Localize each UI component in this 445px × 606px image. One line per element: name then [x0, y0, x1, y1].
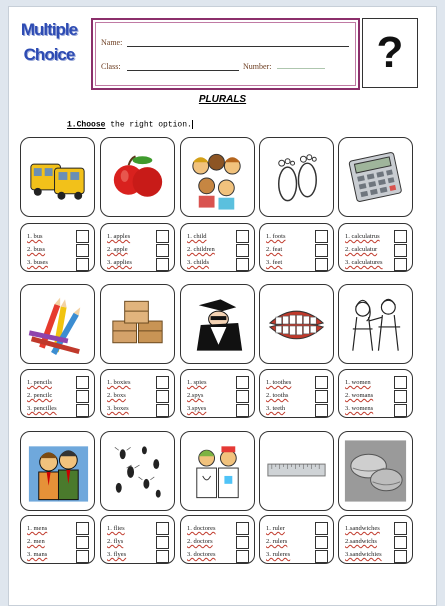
- checkbox-column: [156, 522, 168, 564]
- checkbox-column: [76, 376, 88, 418]
- checkbox-column: [315, 230, 327, 272]
- checkbox-column: [76, 522, 88, 564]
- option-3: 3. buses: [27, 259, 48, 266]
- answer-checkbox[interactable]: [315, 244, 328, 257]
- answer-options: [266, 376, 291, 415]
- sandwiches-icon: [338, 431, 413, 511]
- checkbox-column: [236, 230, 248, 272]
- option-1: 1. flies: [107, 525, 125, 532]
- answer-checkbox[interactable]: [236, 258, 249, 271]
- answer-checkbox[interactable]: [315, 258, 328, 271]
- flies-icon: [100, 431, 175, 511]
- class-label: Class:: [101, 62, 121, 71]
- checkbox-column: [156, 230, 168, 272]
- answer-options: [187, 522, 216, 561]
- answer-checkbox[interactable]: [394, 522, 407, 535]
- option-2: 2. buss: [27, 246, 46, 253]
- answer-checkbox[interactable]: [394, 536, 407, 549]
- checkbox-column: [394, 230, 406, 272]
- instruction-text: 1.Choose the right option.: [67, 120, 192, 130]
- answer-checkbox[interactable]: [156, 550, 169, 563]
- option-2: 2. womans: [345, 392, 374, 399]
- answer-options: [107, 522, 126, 561]
- answer-card: [180, 369, 255, 418]
- answer-card: [100, 369, 175, 418]
- answer-checkbox[interactable]: [76, 244, 89, 257]
- option-1: 1. calculatrus: [345, 233, 380, 240]
- option-2: 2. children: [187, 246, 215, 253]
- answer-card: [338, 369, 413, 418]
- name-label: Name:: [101, 38, 123, 47]
- name-line[interactable]: [127, 46, 349, 47]
- answer-options: [266, 522, 290, 561]
- section-heading: PLURALS: [198, 94, 247, 105]
- option-3: 3. ruleres: [266, 551, 291, 558]
- option-3: 3. childs: [187, 259, 210, 266]
- option-1: 1. toothes: [266, 379, 292, 386]
- apples-icon: [100, 137, 175, 217]
- answer-card: [338, 223, 413, 272]
- feet-icon: [259, 137, 334, 217]
- answer-checkbox[interactable]: [76, 376, 89, 389]
- answer-checkbox[interactable]: [315, 390, 328, 403]
- boxes-icon: [100, 284, 175, 364]
- answer-options: [27, 376, 57, 415]
- option-2: 2.sandwichs: [345, 538, 377, 545]
- answer-checkbox[interactable]: [156, 244, 169, 257]
- answer-checkbox[interactable]: [156, 258, 169, 271]
- title-line-2: Choice: [23, 45, 75, 64]
- option-3: 3. womens: [345, 405, 374, 412]
- answer-checkbox[interactable]: [236, 376, 249, 389]
- school-bus-icon: [20, 137, 95, 217]
- answer-options: [27, 230, 48, 269]
- option-1: 1.sandwiches: [345, 525, 380, 532]
- option-3: 3. calculatures: [345, 259, 383, 266]
- men-icon: [20, 431, 95, 511]
- option-1: 1. bus: [27, 233, 43, 240]
- answer-checkbox[interactable]: [156, 376, 169, 389]
- option-1: 1. spies: [187, 379, 207, 386]
- answer-card: [259, 369, 334, 418]
- checkbox-column: [394, 522, 406, 564]
- answer-checkbox[interactable]: [76, 550, 89, 563]
- option-3: 3. pencilles: [27, 405, 57, 412]
- answer-card: [100, 223, 175, 272]
- worksheet-title: [14, 17, 84, 67]
- option-1: 1. mens: [27, 525, 48, 532]
- answer-checkbox[interactable]: [394, 230, 407, 243]
- answer-options: [345, 376, 373, 415]
- answer-card: [180, 223, 255, 272]
- answer-checkbox[interactable]: [315, 230, 328, 243]
- answer-options: [266, 230, 286, 269]
- answer-checkbox[interactable]: [76, 522, 89, 535]
- children-icon: [180, 137, 255, 217]
- answer-checkbox[interactable]: [315, 550, 328, 563]
- doctors-icon: [180, 431, 255, 511]
- option-2: 2. rulers: [266, 538, 288, 545]
- answer-checkbox[interactable]: [236, 522, 249, 535]
- question-mark-icon: ?: [362, 18, 418, 88]
- student-info-box: [91, 18, 360, 90]
- answer-checkbox[interactable]: [236, 550, 249, 563]
- checkbox-column: [156, 376, 168, 418]
- option-3: 3. teeth: [266, 405, 286, 412]
- checkbox-column: [315, 376, 327, 418]
- teeth-icon: [259, 284, 334, 364]
- option-3: 3.spyes: [187, 405, 207, 412]
- answer-checkbox[interactable]: [76, 536, 89, 549]
- option-2: 2. pencilc: [27, 392, 53, 399]
- answer-checkbox[interactable]: [394, 376, 407, 389]
- answer-checkbox[interactable]: [236, 244, 249, 257]
- answer-checkbox[interactable]: [236, 230, 249, 243]
- answer-checkbox[interactable]: [394, 258, 407, 271]
- option-1: 1. women: [345, 379, 371, 386]
- pencils-icon: [20, 284, 95, 364]
- option-3: 3. doctores: [187, 551, 216, 558]
- option-3: 3. feet: [266, 259, 283, 266]
- checkbox-column: [76, 230, 88, 272]
- answer-card: [338, 515, 413, 564]
- option-3: 3.sandwichies: [345, 551, 382, 558]
- number-line[interactable]: ........................: [277, 62, 325, 71]
- answer-checkbox[interactable]: [315, 522, 328, 535]
- answer-checkbox[interactable]: [236, 390, 249, 403]
- answer-card: [20, 369, 95, 418]
- option-2: 2. tooths: [266, 392, 289, 399]
- answer-checkbox[interactable]: [315, 404, 328, 417]
- option-1: 1. apples: [107, 233, 131, 240]
- option-3: 3. applies: [107, 259, 132, 266]
- answer-card: [20, 515, 95, 564]
- option-3: 3. boxes: [107, 405, 129, 412]
- answer-checkbox[interactable]: [156, 390, 169, 403]
- answer-checkbox[interactable]: [76, 390, 89, 403]
- answer-checkbox[interactable]: [236, 536, 249, 549]
- answer-card: [180, 515, 255, 564]
- answer-card: [259, 223, 334, 272]
- answer-checkbox[interactable]: [315, 376, 328, 389]
- answer-checkbox[interactable]: [394, 244, 407, 257]
- women-icon: [338, 284, 413, 364]
- option-1: 1. child: [187, 233, 207, 240]
- spy-icon: [180, 284, 255, 364]
- answer-checkbox[interactable]: [156, 536, 169, 549]
- ruler-icon: [259, 431, 334, 511]
- answer-options: [27, 522, 47, 561]
- checkbox-column: [236, 522, 248, 564]
- option-1: 1. doctores: [187, 525, 216, 532]
- option-2: 2. men: [27, 538, 45, 545]
- option-1: 1. boxies: [107, 379, 131, 386]
- answer-checkbox[interactable]: [76, 230, 89, 243]
- text-cursor: [192, 120, 193, 129]
- answer-options: [345, 522, 382, 561]
- option-2: 2.spys: [187, 392, 204, 399]
- answer-checkbox[interactable]: [394, 404, 407, 417]
- option-1: 1. ruler: [266, 525, 285, 532]
- answer-card: [100, 515, 175, 564]
- checkbox-column: [394, 376, 406, 418]
- answer-checkbox[interactable]: [76, 258, 89, 271]
- calculator-icon: [338, 137, 413, 217]
- class-line[interactable]: [127, 70, 239, 71]
- option-3: 3. mans: [27, 551, 48, 558]
- answer-card: [259, 515, 334, 564]
- number-label: Number:: [243, 62, 272, 71]
- answer-checkbox[interactable]: [394, 390, 407, 403]
- option-2: 2. boxs: [107, 392, 126, 399]
- answer-checkbox[interactable]: [76, 404, 89, 417]
- option-2: 2. doctors: [187, 538, 213, 545]
- option-3: 3. flyes: [107, 551, 127, 558]
- answer-options: [107, 376, 130, 415]
- answer-checkbox[interactable]: [394, 550, 407, 563]
- answer-options: [187, 376, 207, 415]
- option-2: 2. apple: [107, 246, 128, 253]
- answer-checkbox[interactable]: [156, 522, 169, 535]
- answer-options: [345, 230, 383, 269]
- checkbox-column: [315, 522, 327, 564]
- answer-card: [20, 223, 95, 272]
- option-1: 1. foots: [266, 233, 286, 240]
- option-1: 1. pencils: [27, 379, 52, 386]
- answer-checkbox[interactable]: [156, 404, 169, 417]
- answer-options: [187, 230, 215, 269]
- option-2: 2. calculatur: [345, 246, 378, 253]
- option-2: 2. feat: [266, 246, 283, 253]
- answer-checkbox[interactable]: [236, 404, 249, 417]
- option-2: 2. flys: [107, 538, 124, 545]
- title-line-1: Multiple: [20, 20, 78, 39]
- answer-checkbox[interactable]: [156, 230, 169, 243]
- checkbox-column: [236, 376, 248, 418]
- answer-options: [107, 230, 132, 269]
- answer-checkbox[interactable]: [315, 536, 328, 549]
